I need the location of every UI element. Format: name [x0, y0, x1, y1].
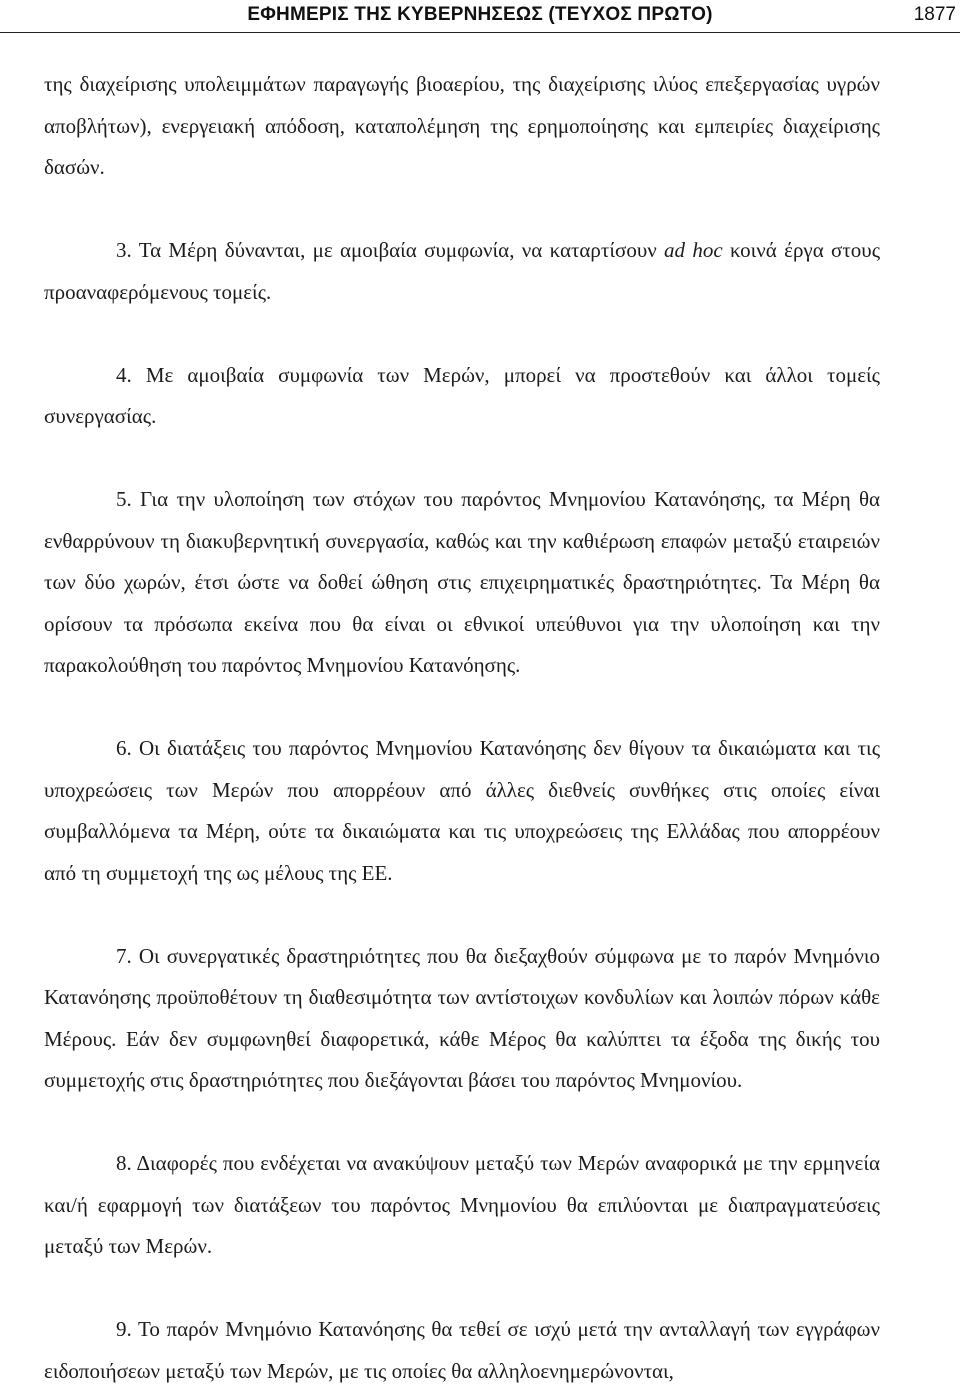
paragraph-text: Οι διατάξεις του παρόντος Μνημονίου Κατανόησης δεν θίγουν τα δικαιώματα και τις υποχρεώσεις των Μερών που απορρέουν από άλλες διεθνείς συνθήκες στις οποίες είναι συμβαλλόμενα τα Μέρη, ούτε τα δικαιώματα και τις υποχρεώσεις της Ελλάδας που απορρέουν από τη συμμετοχή της ως μέλους της ΕΕ.	[44, 736, 881, 885]
paragraph-text: κοινά έργα στους προαναφερόμενους τομείς.	[44, 238, 881, 304]
italic-term: ad hoc	[664, 238, 723, 262]
paragraph-text: Διαφορές που ενδέχεται να ανακύψουν μεταξύ των Μερών αναφορικά με την ερμηνεία και/ή εφαρμογή των διατάξεων του παρόντος Μνημονίου θα επιλύονται με διαπραγματεύσεις μεταξύ των Μερών.	[44, 1151, 880, 1258]
paragraph-8	[44, 1143, 880, 1268]
paragraph-number: 9.	[116, 1317, 132, 1341]
paragraph-6	[44, 728, 880, 894]
paragraph-text: Το παρόν Μνημόνιο Κατανόησης θα τεθεί σε ισχύ μετά την ανταλλαγή των εγγράφων ειδοποιήσεων μεταξύ των Μερών, με τις οποίες θα αλληλοενημερώνονται,	[44, 1317, 880, 1383]
paragraph-text: Με αμοιβαία συμφωνία των Μερών, μπορεί να προστεθούν και άλλοι τομείς συνεργασίας.	[44, 362, 880, 428]
paragraph-text: Οι συνεργατικές δραστηριότητες που θα διεξαχθούν σύμφωνα με το παρόν Μνημόνιο Κατανόησης προϋποθέτουν τη διαθεσιμότητα των αντίστοιχων κονδυλίων και λοιπών πόρων κάθε Μέρους. Εάν δεν συμφωνηθεί διαφορετικά, κάθε Μέρος θα καλύπτει τα έξοδα της δικής του συμμετοχής στις δραστηριότητες που διεξάγονται βάσει του παρόντος Μνημονίου.	[44, 943, 880, 1092]
paragraph-5	[44, 479, 880, 687]
paragraph-number: 6.	[116, 736, 132, 760]
paragraph-number: 4.	[116, 362, 132, 387]
page-header	[0, 0, 960, 33]
page-number: 1877	[913, 4, 956, 25]
paragraph-3	[44, 230, 880, 313]
paragraph-7	[44, 936, 880, 1102]
paragraph-number: 3.	[116, 238, 132, 262]
paragraph-number: 5.	[116, 487, 132, 511]
paragraph-number: 7.	[116, 943, 132, 968]
paragraph-9	[44, 1309, 880, 1392]
paragraph-text: Τα Μέρη δύνανται, με αμοιβαία συμφωνία, να καταρτίσουν	[138, 238, 657, 262]
paragraph-4	[44, 355, 880, 438]
paragraph-text: της διαχείρισης υπολειμμάτων παραγωγής βιοαερίου, της διαχείρισης ιλύος επεξεργασίας υγρών αποβλήτων), ενεργειακή απόδοση, καταπολέμηση της ερημοποίησης και εμπειρίες διαχείρισης δασών.	[44, 72, 880, 179]
paragraph-text: Για την υλοποίηση των στόχων του παρόντος Μνημονίου Κατανόησης, τα Μέρη θα ενθαρρύνουν τη διακυβερνητική συνεργασία, καθώς και την καθιέρωση επαφών μεταξύ εταιρειών των δύο χωρών, έτσι ώστε να δοθεί ώθηση στις επιχειρηματικές δραστηριότητες. Τα Μέρη θα ορίσουν τα πρόσωπα εκείνα που θα είναι οι εθνικοί υπεύθυνοι για την υλοποίηση και την παρακολούθηση του παρόντος Μνημονίου Κατανόησης.	[44, 487, 881, 677]
document-body	[44, 64, 880, 1392]
gazette-title: ΕΦΗΜΕΡΙΣ ΤΗΣ ΚΥΒΕΡΝΗΣΕΩΣ (ΤΕΥΧΟΣ ΠΡΩΤΟ)	[247, 4, 713, 25]
paragraph-number: 8.	[116, 1151, 132, 1175]
paragraph-continuation	[44, 64, 880, 189]
